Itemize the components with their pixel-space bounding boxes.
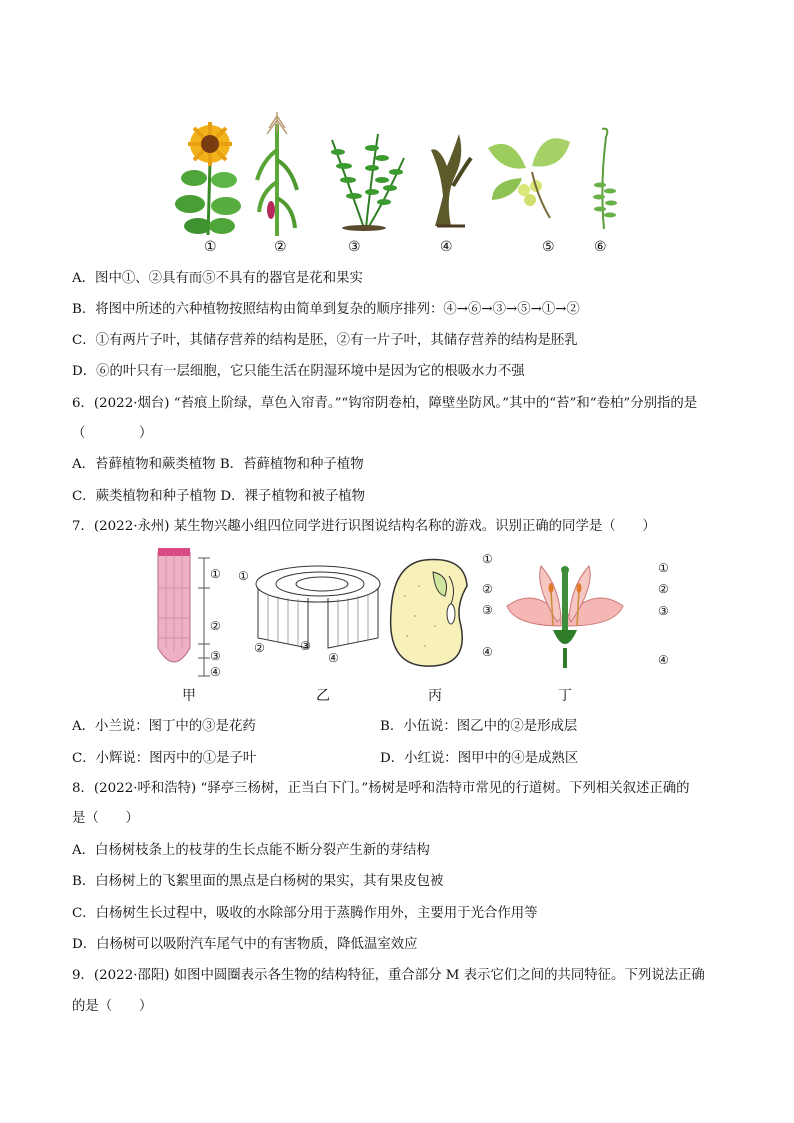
plants-figure: [160, 120, 630, 255]
q8-option-d: D．白杨树可以吸附汽车尾气中的有害物质，降低温室效应: [72, 937, 418, 952]
yi-marker-3: ③: [300, 639, 311, 653]
caption-ding: 丁: [558, 688, 572, 704]
q8-option-c: C．白杨树生长过程中，吸收的水除部分用于蒸腾作用外，主要用于光合作用等: [72, 906, 538, 921]
caption-jia: 甲: [182, 688, 196, 704]
q8-option-b: B．白杨树上的飞絮里面的黑点是白杨树的果实，其有果皮包被: [72, 874, 444, 889]
jia-marker-3: ③: [210, 649, 221, 663]
corn-plant-icon: [255, 110, 300, 238]
ding-marker-3: ③: [658, 604, 669, 618]
q6-options-ab: A．苔藓植物和蕨类植物 B．苔藓植物和种子植物: [72, 457, 364, 472]
q9-stem-cont: 的是（ ）: [72, 999, 153, 1014]
q9-stem: 9．(2022·邵阳) 如图中圆圈表示各生物的结构特征，重合部分 M 表示它们之间的共同特征。下列说法正确: [72, 968, 705, 983]
plant-label-2: ②: [274, 239, 287, 255]
fern-plant-icon: [320, 128, 410, 233]
q7-stem: 7．(2022·永州) 某生物兴趣小组四位同学进行识图说结构名称的游戏。识别正确的同学是（ ）: [72, 519, 656, 534]
flower-diagram: [505, 556, 625, 671]
caption-bing: 丙: [428, 688, 442, 704]
q7-option-c: C．小辉说：图丙中的①是子叶: [72, 751, 257, 766]
moss-plant-icon: [588, 125, 622, 233]
q7-option-d: D．小红说：图甲中的④是成熟区: [380, 751, 579, 766]
q8-stem-cont: 是（ ）: [72, 811, 139, 826]
q7-option-b: B．小伍说：图乙中的②是形成层: [380, 719, 578, 734]
plant-label-3: ③: [348, 239, 361, 255]
plant-label-1: ①: [204, 239, 217, 255]
q8-stem: 8．(2022·呼和浩特) “驿亭三杨树，正当白下门。”杨树是呼和浩特市常见的行道树。下列相关叙述正确的: [72, 781, 690, 796]
yi-marker-2: ②: [254, 641, 265, 655]
ginkgo-leaves-icon: [482, 128, 577, 223]
ding-marker-1: ①: [658, 561, 669, 575]
ding-marker-4: ④: [658, 653, 669, 667]
plant-label-6: ⑥: [594, 239, 607, 255]
q6-stem: 6．(2022·烟台) “苔痕上阶绿，草色入帘青。”“钩帘阴卷柏，障壁坐防风。”其中的“苔”和“卷柏”分别指的是: [72, 396, 698, 411]
plant-label-5: ⑤: [542, 239, 555, 255]
root-tip-diagram: [140, 548, 240, 678]
bing-marker-1: ①: [482, 552, 493, 566]
q8-option-a: A．白杨树枝条上的枝芽的生长点能不断分裂产生新的芽结构: [72, 843, 430, 858]
yi-marker-4: ④: [328, 651, 339, 665]
q7-figure: [130, 548, 690, 708]
q6-options-cd: C．蕨类植物和种子植物 D．裸子植物和被子植物: [72, 489, 366, 504]
jia-marker-2: ②: [210, 619, 221, 633]
jia-marker-1: ①: [210, 567, 221, 581]
q5-option-b: B．将图中所述的六种植物按照结构由简单到复杂的顺序排列：④→⑥→③→⑤→①→②: [72, 302, 580, 317]
caption-yi: 乙: [316, 688, 330, 704]
sunflower-plant-icon: [172, 122, 242, 237]
q5-option-c: C．①有两片子叶，其储存营养的结构是胚，②有一片子叶，其储存营养的结构是胚乳: [72, 333, 578, 348]
bing-marker-3: ③: [482, 603, 493, 617]
jia-marker-4: ④: [210, 665, 221, 679]
q6-answer-blank: （ ）: [72, 426, 153, 441]
q5-option-d: D．⑥的叶只有一层细胞，它只能生活在阴湿环境中是因为它的根吸水力不强: [72, 364, 525, 379]
bean-seed-diagram: [385, 556, 495, 671]
bing-marker-2: ②: [482, 582, 493, 596]
selaginella-plant-icon: [425, 126, 475, 231]
bing-marker-4: ④: [482, 645, 493, 659]
q7-option-a: A．小兰说：图丁中的③是花药: [72, 719, 256, 734]
plant-label-4: ④: [440, 239, 453, 255]
stem-section-diagram: [248, 558, 388, 658]
ding-marker-2: ②: [658, 582, 669, 596]
yi-marker-1: ①: [238, 569, 249, 583]
q5-option-a: A．图中①、②具有而⑤不具有的器官是花和果实: [72, 271, 363, 286]
